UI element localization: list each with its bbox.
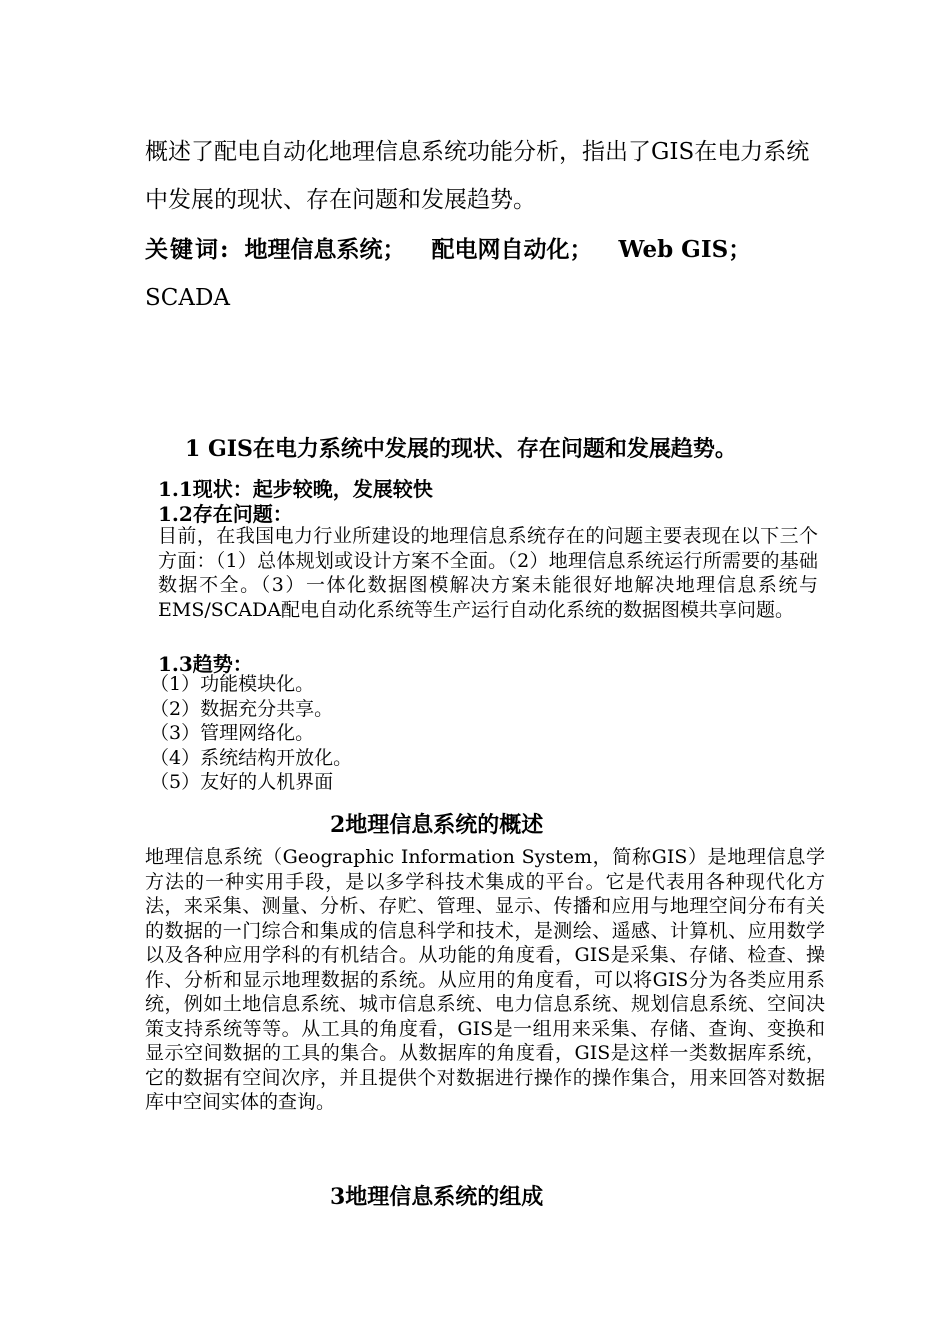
subsection-1-2-body: 目前，在我国电力行业所建设的地理信息系统存在的问题主要表现在以下三个方面：（1）总体规划或设计方案不全面。（2）地理信息系统运行所需要的基础数据不全。（3）一体化数据图模解决方案未能很好地解决地理信息系统与EMS/SCADA配电自动化系统等生产运行自动化系统的数据图模共享问题。 xyxy=(158,525,818,621)
trends-list xyxy=(150,672,352,795)
keyword-item: SCADA xyxy=(145,285,231,311)
subsection-1-2-heading: 1.2存在问题： xyxy=(158,502,293,526)
list-item: （1）功能模块化。 xyxy=(150,673,315,695)
list-item: （5）友好的人机界面 xyxy=(150,771,334,793)
keywords-label: 关键词: xyxy=(145,236,231,263)
keyword-item: Web GIS； xyxy=(618,236,752,263)
list-item: （3）管理网络化。 xyxy=(150,722,315,744)
section-2-body: 地理信息系统（Geographic Information System，简称GIS）是地理信息学方法的一种实用手段，是以多学科技术集成的平台。它是代表用各种现代化方法，来采集、测量、分析、存贮、管理、显示、传播和应用与地理空间分布有关的数据的一门综合和集成的信息科学和技术，是测绘、遥感、计算机、应用数学以及各种应用学科的有机结合。从功能的角度看，GIS是采集、存储、检查、操作、分析和显示地理数据的系统。从应用的角度看，可以将GIS分为各类应用系统，例如土地信息系统、城市信息系统、电力信息系统、规划信息系统、空间决策支持系统等等。从工具的角度看，GIS是一组用来采集、存储、查询、变换和显示空间数据的工具的集合。从数据库的角度看，GIS是这样一类数据库系统，它的数据有空间次序，并且提供个对数据进行操作的操作集合，用来回答对数据库中空间实体的查询。 xyxy=(145,846,825,1113)
subsection-1-3-heading: 1.3趋势： xyxy=(158,652,253,676)
abstract-paragraph: 概述了配电自动化地理信息系统功能分析，指出了GIS在电力系统中发展的现状、存在问题和发展趋势。 xyxy=(145,139,810,213)
section-2-heading: 2地理信息系统的概述 xyxy=(330,812,544,838)
section-3-heading: 3地理信息系统的组成 xyxy=(330,1184,544,1210)
keyword-item: 地理信息系统； xyxy=(244,236,406,263)
list-item: （2）数据充分共享。 xyxy=(150,697,334,720)
list-item: （4）系统结构开放化。 xyxy=(150,746,353,769)
subsection-1-1-heading: 1.1现状：起步较晚，发展较快 xyxy=(158,477,433,501)
section-1-heading: 1 GIS在电力系统中发展的现状、存在问题和发展趋势。 xyxy=(185,436,737,462)
keywords-line xyxy=(145,226,825,322)
keyword-item: 配电网自动化； xyxy=(431,236,593,263)
